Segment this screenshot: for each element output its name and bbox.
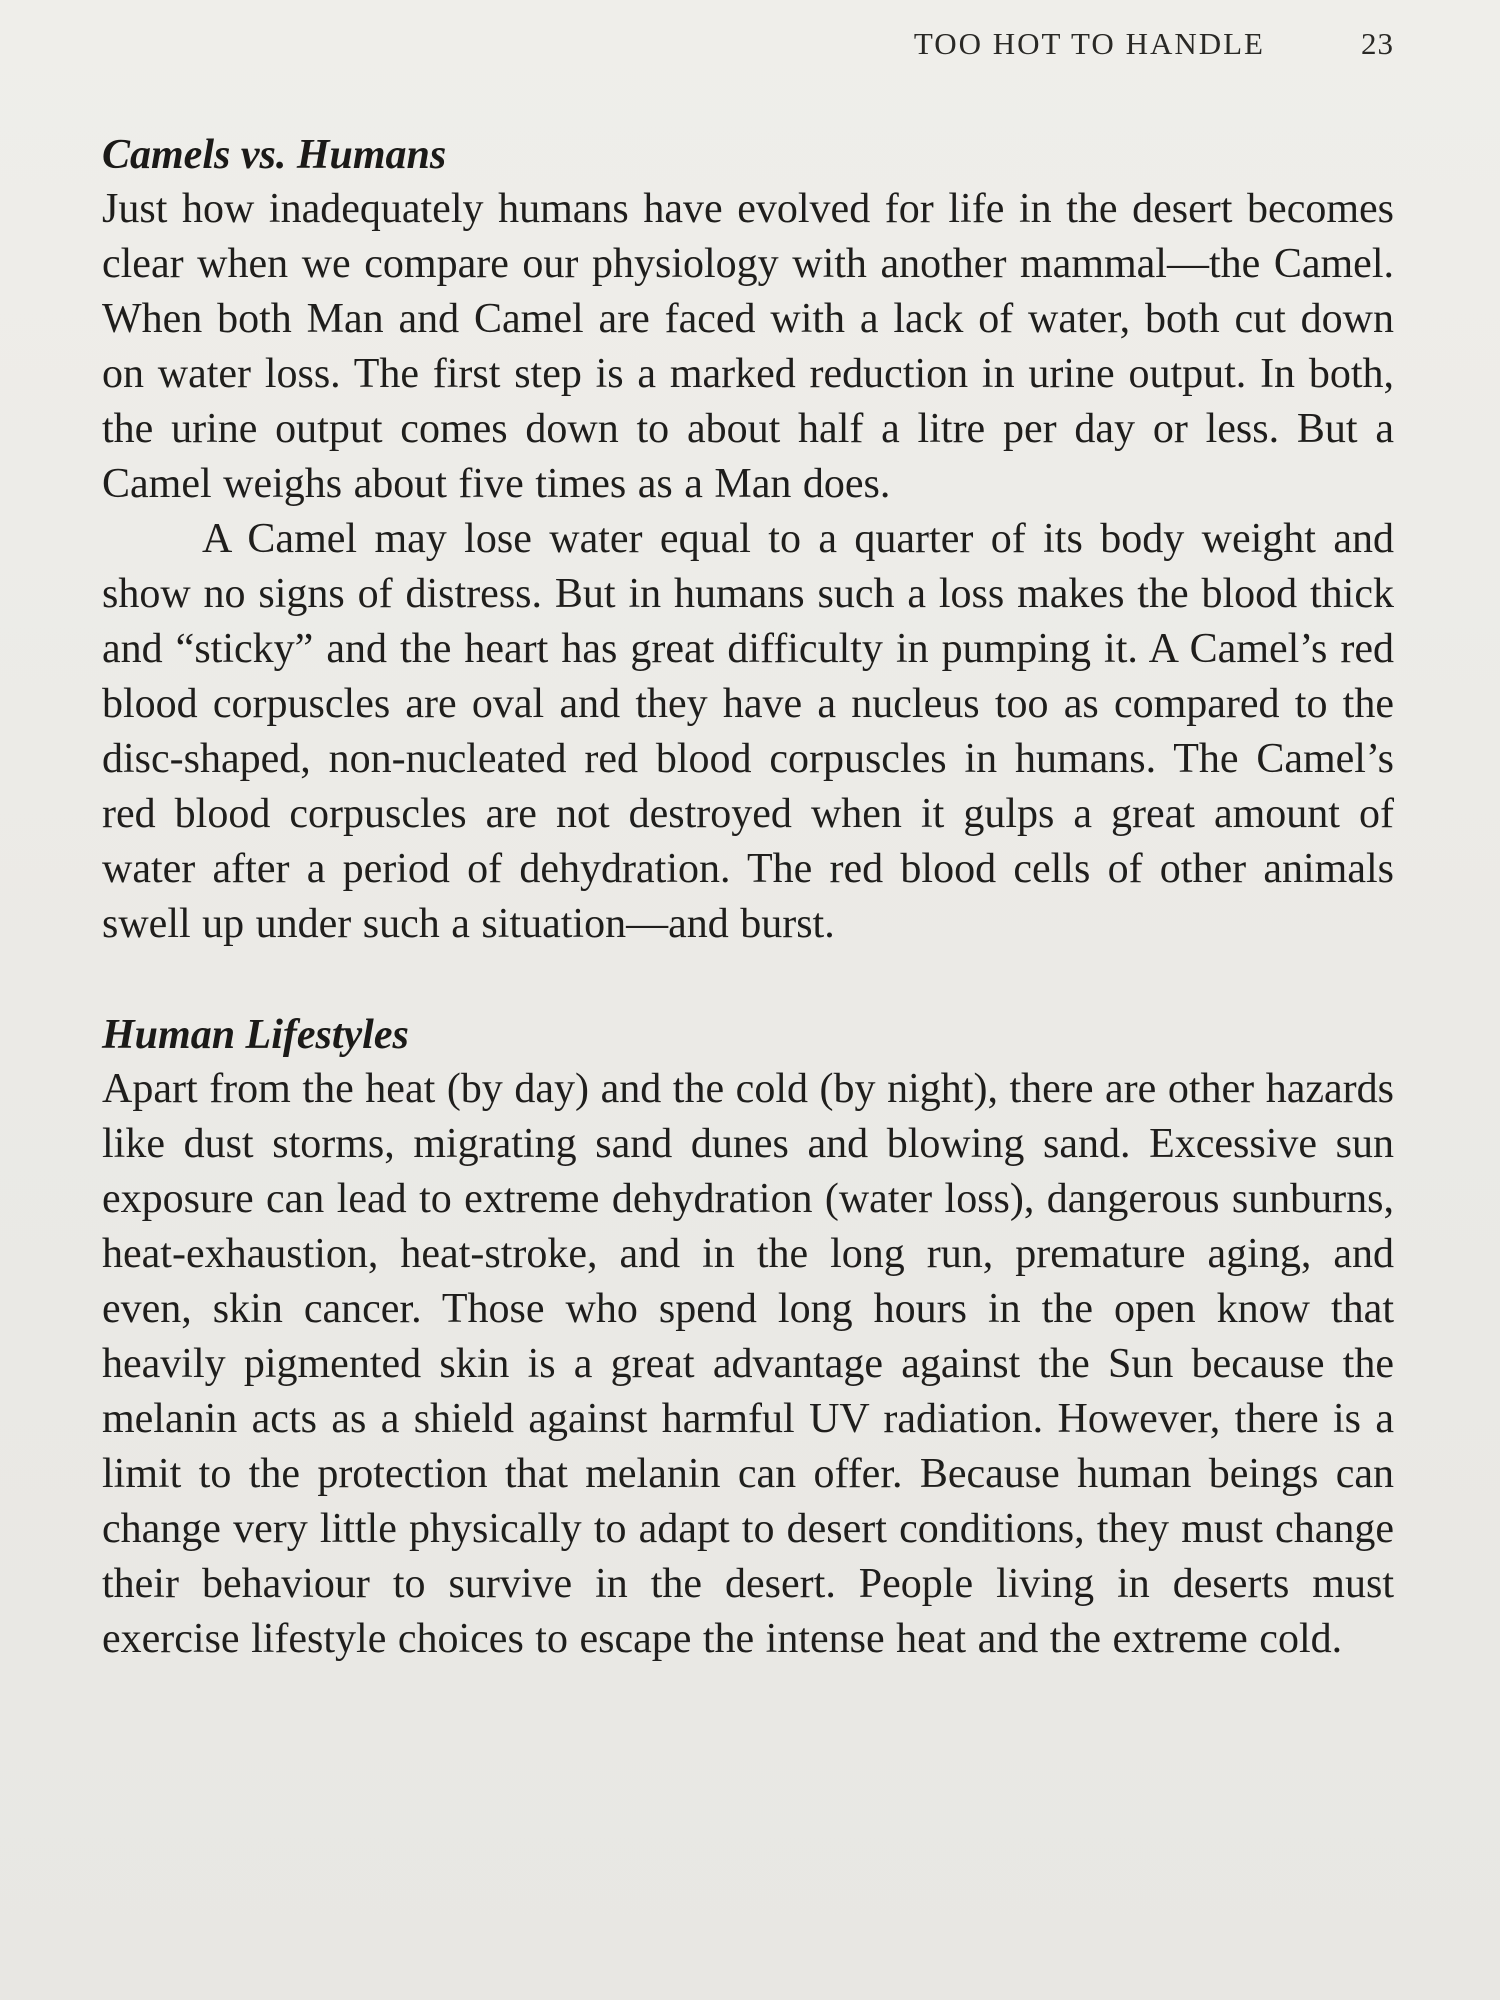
paragraph: Apart from the heat (by day) and the cold (by night), there are other hazards like dust storms, migrating sand dunes and blowing sand. Excessive sun exposure can lead to extreme dehydration (water loss), dangerous sunburns, heat-exhaustion, heat-stroke, and in the long run, premature aging, and even, skin cancer. Those who spend long hours in the open know that heavily pigmented skin is a great advantage against the Sun because the melanin acts as a shield against harmful UV radiation. However, there is a limit to the protection that melanin can offer. Because human beings can change very little physically to adapt to desert conditions, they must change their behaviour to survive in the desert. People living in deserts must exercise lifestyle choices to escape the intense heat and the extreme cold.	[102, 1066, 1394, 1662]
running-head	[914, 26, 1394, 62]
running-head-title: TOO HOT TO HANDLE	[913, 26, 1265, 61]
section-camels-vs-humans	[102, 128, 1394, 952]
paragraph: Just how inadequately humans have evolved for life in the desert becomes clear when we compare our physiology with another mammal—the Camel. When both Man and Camel are faced with a lack of water, both cut down on water loss. The first step is a marked reduction in urine output. In both, the urine output comes down to about half a litre per day or less. But a Camel weighs about five times as a Man does.	[102, 186, 1394, 507]
paragraph: A Camel may lose water equal to a quarter of its body weight and show no signs of distress. But in humans such a loss makes the blood thick and “sticky” and the heart has great difficulty in pumping it. A Camel’s red blood corpuscles are oval and they have a nucleus too as compared to the disc-shaped, non-nucleated red blood corpuscles in humans. The Camel’s red blood corpuscles are not destroyed when it gulps a great amount of water after a period of dehydration. The red blood cells of other animals swell up under such a situation—and burst.	[102, 516, 1394, 947]
section-human-lifestyles	[102, 1008, 1394, 1667]
page-body	[102, 128, 1394, 1667]
section-heading: Camels vs. Humans	[102, 132, 447, 178]
page-number: 23	[1361, 26, 1394, 61]
section-heading: Human Lifestyles	[102, 1012, 409, 1058]
